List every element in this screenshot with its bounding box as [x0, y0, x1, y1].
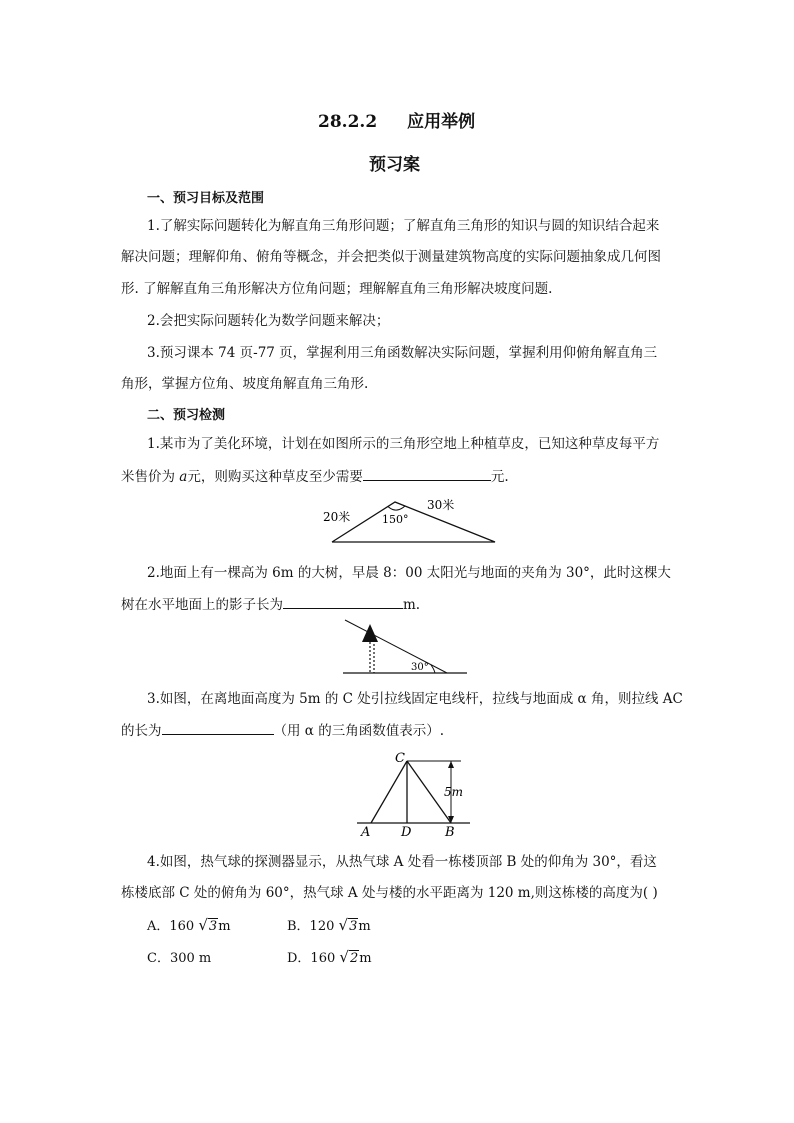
q3-label-d: D	[401, 825, 412, 840]
q2-answer-blank[interactable]	[283, 594, 403, 609]
q2-line1: 2.地面上有一棵高为 6m 的大树，早晨 8：00 太阳光与地面的夹角为 30°，此时这棵大	[147, 565, 671, 581]
price-variable: a	[179, 469, 188, 485]
option-d[interactable]: D．160 √2m	[287, 948, 372, 966]
section-number: 28.2.2	[318, 112, 378, 132]
q1-right-side-label: 30米	[427, 498, 455, 512]
s1-item3-line2: 角形，掌握方位角、坡度角解直角三角形.	[121, 376, 369, 392]
q4-line2: 栋楼底部 C 处的俯角为 60°，热气球 A 处与楼的水平距离为 120 m,则这栋楼的高度为( )	[121, 885, 658, 901]
s1-item1-line1: 1.了解实际问题转化为解直角三角形问题；了解直角三角形的知识与圆的知识结合起来	[147, 218, 660, 234]
page-title	[318, 107, 475, 132]
q3-line2: 的长为 （用 α 的三角函数值表示）.	[121, 720, 444, 741]
sqrt-sign: √3	[338, 916, 358, 934]
section2-heading: 二、预习检测	[147, 408, 226, 423]
q2-tree-shadow-figure	[335, 618, 475, 678]
q1-triangle-figure	[320, 494, 500, 546]
option-b[interactable]: B．120 √3m	[287, 916, 371, 934]
option-a[interactable]: A．160 √3m	[147, 916, 231, 934]
q1-line1: 1.某市为了美化环境，计划在如图所示的三角形空地上种植草皮，已知这种草皮每平方	[147, 436, 660, 452]
q1-line2: 米售价为 a元，则购买这种草皮至少需要 元.	[121, 466, 509, 487]
q3-line1: 3.如图，在离地面高度为 5m 的 C 处引拉线固定电线杆，拉线与地面成 α 角，则拉线 AC	[147, 691, 683, 707]
q3-pole-figure	[355, 748, 475, 840]
title-text: 应用举例	[407, 112, 476, 132]
s1-item3-line1: 3.预习课本 74 页-77 页，掌握利用三角函数解决实际问题，掌握利用仰俯角解直角三	[147, 345, 658, 361]
page-subtitle: 预习案	[369, 155, 420, 175]
option-c[interactable]: C．300 m	[147, 951, 212, 966]
q1-angle-label: 150°	[382, 513, 409, 526]
q3-label-b: B	[445, 825, 455, 840]
q2-angle-label: 30°	[411, 662, 429, 673]
s1-item2: 2.会把实际问题转化为数学问题来解决；	[147, 313, 390, 329]
q3-label-c: C	[395, 751, 405, 766]
q4-line1: 4.如图，热气球的探测器显示，从热气球 A 处看一栋楼顶部 B 处的仰角为 30°，看这	[147, 854, 657, 870]
q1-answer-blank[interactable]	[363, 466, 491, 481]
q1-left-side-label: 20米	[323, 510, 351, 524]
sqrt-sign: √3	[198, 916, 218, 934]
q2-line2: 树在水平地面上的影子长为 m.	[121, 594, 420, 615]
section1-heading: 一、预习目标及范围	[147, 191, 265, 206]
q3-label-a: A	[361, 825, 371, 840]
s1-item1-line3: 形. 了解解直角三角形解决方位角问题；理解解直角三角形解决坡度问题.	[121, 281, 553, 297]
s1-item1-line2: 解决问题；理解仰角、俯角等概念，并会把类似于测量建筑物高度的实际问题抽象成几何图	[121, 249, 661, 265]
sqrt-sign: √2	[339, 948, 359, 966]
q3-height-label: 5m	[444, 785, 464, 799]
q3-answer-blank[interactable]	[162, 720, 274, 735]
